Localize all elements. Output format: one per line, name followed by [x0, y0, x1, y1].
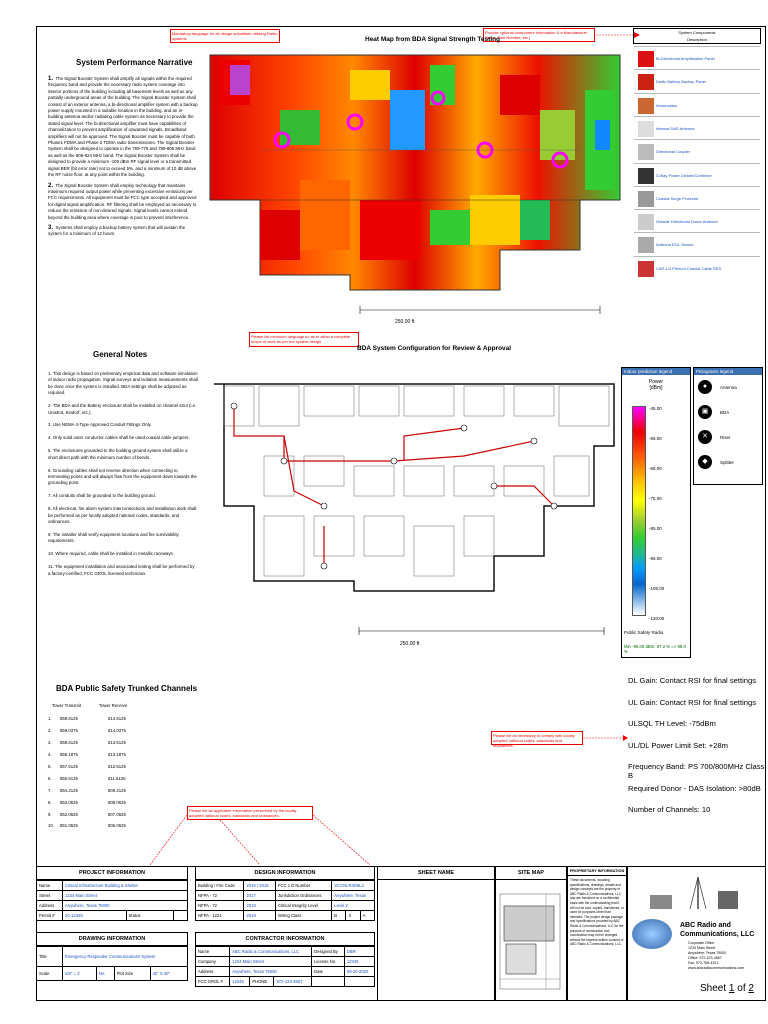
spec-item: ULSQL TH Level: -75dBm	[628, 719, 716, 728]
component-item	[634, 232, 760, 257]
pictogram-item: ◆ Splitter	[698, 455, 734, 469]
heatmap-scale: 250.00 ft	[395, 319, 415, 325]
fcc-grol-value: 12345	[230, 977, 250, 987]
designed-value: DBR	[344, 947, 374, 957]
general-note: 1. This design is based on preliminary empirical data and software simulation of indoor radio propagation. Signal surveys and isolation measurements shall be done once the system is installed. BDA settings shall be adjusted as required.	[48, 371, 198, 396]
site-map-drawing	[496, 884, 566, 994]
component-item	[634, 163, 760, 188]
pictogram-legend-title: Pictograms legend	[694, 368, 762, 375]
component-icon	[638, 98, 654, 114]
component-item	[634, 116, 760, 141]
note-specs: Please list as necessary to comply with locally adopted national codes, standards and ordinances.	[491, 731, 583, 745]
component-icon	[638, 191, 654, 207]
splitter-icon: ◆	[698, 455, 712, 469]
drawing-header: DRAWING INFORMATION	[36, 932, 188, 946]
wc-a: A	[360, 911, 374, 921]
general-note: 2. The BDA and the Battery enclosure shall be installed on channel strut (i.e. Unistrut, Kindorf, etc.).	[48, 403, 197, 415]
component-item	[634, 46, 760, 71]
spec-item: UL/DL Power Limit Set: +28m	[628, 740, 728, 750]
component-item	[634, 256, 760, 281]
component-item	[634, 139, 760, 164]
company-contact: Corporate Office 1234 Main Street Anywhere, Texas 75000 Office: 972-123-4567 Fax: 972-765-4321 www.abcradiocommunications.com	[688, 941, 745, 970]
component-item	[634, 69, 760, 94]
note-mandatory: Mandatory language for all design submittals utilizing Radio systems	[170, 29, 280, 43]
plot-label: Plot Size	[114, 967, 150, 981]
channels-col2: Tower Receive	[99, 703, 128, 708]
nfpa72b-value: 2019	[244, 901, 275, 911]
plot-value: 42" X 30"	[150, 967, 187, 981]
general-notes-title: General Notes	[93, 350, 148, 359]
contractor-name-value: ABC Radio & Communications, LLC	[230, 947, 312, 957]
component-icon	[638, 168, 654, 184]
components-header: System Components Description	[633, 28, 761, 44]
prediction-stat: Min -95.00 dBm: 97.2 % => 99.0 %	[624, 644, 686, 654]
heatmap-floorplan	[200, 50, 625, 335]
note-optional: Provide optional component information & a Manufacturer Name, Part Number, etc.)	[483, 28, 595, 42]
general-note: 7. All conduits shall be grounded to the building ground.	[48, 493, 156, 499]
general-note: 4. Only solid outer conductor cables shall be used coaxial cable jumpers.	[48, 435, 190, 441]
site-map-box	[495, 866, 567, 1001]
jur-label: Jurisdiction Ordinances	[275, 891, 331, 901]
site-map-header: SITE MAP	[496, 867, 566, 880]
general-note: 6. Grounding cables shall not reverse direction when connecting to terminating points and will always flow from the equipment down towards the grounding point.	[48, 467, 197, 486]
general-note: 3. Use NEMA 4-Type Approved Conduit Fittings Only.	[48, 422, 152, 428]
power-tick: -85.00	[649, 526, 662, 531]
channel-row: 3. 858.6125 813.6125	[48, 740, 126, 746]
component-item	[634, 93, 760, 118]
company-label: Company	[196, 957, 230, 967]
component-label: Outside Directional Donor Antenna	[656, 219, 718, 225]
proprietary-box	[567, 866, 627, 1001]
riser-icon: ✕	[698, 430, 712, 444]
channels-col1: Tower Transmit	[52, 703, 82, 708]
wc-b: B	[332, 911, 346, 921]
general-note: 11. The equipment installation and associated testing shall be performed by a factory-certified, FCC GROL licensed technician.	[48, 564, 195, 576]
title-label: Title	[37, 947, 63, 967]
bda-icon: ▣	[698, 405, 712, 419]
prediction-legend	[621, 367, 691, 658]
component-label: Antenna EOL Sensor	[656, 242, 694, 248]
component-icon	[638, 261, 654, 277]
wc-label: Wiring Class	[275, 911, 331, 921]
component-label: 3-Way Power Divider/Combiner	[656, 172, 712, 178]
caddr-value: Anywhere, Texas 75000	[230, 967, 312, 977]
nfpa1221-label: NFPA - 1221	[196, 911, 244, 921]
component-label: Bi-Directional Amplification Panel	[656, 56, 715, 61]
channel-row: 8. 853.0625 808.0625	[48, 799, 126, 805]
date-label: Date	[312, 967, 345, 977]
general-note: 10. Where required, cable shall be installed in metallic raceways.	[48, 551, 174, 557]
component-icon	[638, 237, 654, 253]
spec-item: DL Gain: Contact RSI for final settings	[628, 676, 757, 685]
power-unit: [dBm]	[649, 385, 663, 391]
sheet-name-box	[377, 866, 495, 1001]
component-item	[634, 209, 760, 234]
component-icon	[638, 214, 654, 230]
company-logo-icon	[638, 873, 748, 913]
pictogram-item: ▣ BDA	[698, 405, 729, 419]
component-label: Directional Coupler	[656, 149, 691, 155]
heatmap-title: Heat Map from BDA Signal Strength Testing	[365, 36, 501, 43]
power-tick: -45.00	[649, 406, 662, 411]
power-tick: -65.00	[649, 466, 662, 471]
note-channels: Please list all applicable information prescribed by the locally adopted national codes, standards and ordinances.	[187, 806, 313, 820]
component-icon	[638, 51, 654, 67]
power-color-bar	[632, 406, 646, 616]
permit-label: Permit #	[37, 911, 63, 921]
status-label: Status	[126, 911, 173, 921]
component-label: Dedic Battery Backup Panel	[656, 79, 706, 85]
channel-row: 9. 852.0625 807.0625	[48, 811, 126, 817]
component-icon	[638, 74, 654, 90]
component-label: Internal DAS Antenna	[656, 125, 695, 131]
pictogram-item: ✕ Riser	[698, 430, 731, 444]
component-label: CAP-1/4 Plenum Coaxial Cable RED	[656, 265, 722, 271]
config-scale: 250.00 ft	[400, 641, 420, 647]
leader-line-specs	[583, 733, 628, 743]
spec-item: Number of Channels: 10	[628, 805, 711, 814]
power-label: Power	[648, 379, 664, 385]
jur-value: Anywhere, Texas	[332, 891, 375, 901]
street-label: Street	[37, 891, 63, 901]
sheet-name-header: SHEET NAME	[378, 867, 494, 880]
prediction-legend-title: Indoor prediction legend	[622, 368, 690, 375]
general-note: 9. The installer shall verify equipment locations and fire survivability requirements.	[48, 531, 179, 544]
sheet-number: Sheet 1 of 2	[700, 983, 754, 994]
scale-value: 1/8" = 1'	[63, 967, 97, 981]
contractor-name-label: Name	[196, 947, 230, 957]
name-label: Name	[37, 881, 63, 891]
drawing-table	[36, 946, 188, 981]
channel-row: 4. 858.1875 813.1875	[48, 752, 126, 758]
phone-value: 972-123-4567	[274, 977, 312, 987]
license-value: 12345	[344, 957, 374, 967]
caddr-label: Address	[196, 967, 230, 977]
contractor-table	[195, 946, 375, 987]
nfpa72-value: 2017	[244, 891, 275, 901]
license-label: License No.	[312, 957, 345, 967]
proprietary-text: These documents, including specifications, drawings, details and design concepts are the property of ABC Radio & Communications, LLC and are furnished on a confidential basis with the understanding that it will not be sold, copied, transferred, or used for purposes other than intended. The project design package and specifications provided by ABC Radio & Communications, LLC for the purpose of construction and coordination may not be changed without the express written consent of ABC Radio & Communications, LLC.	[570, 878, 624, 947]
globe-icon	[632, 919, 672, 949]
proprietary-header: PROPRIETARY INFORMATION	[568, 867, 626, 876]
power-tick: -120.00	[649, 616, 665, 621]
street-value: 1234 Main Street	[63, 891, 188, 901]
title-value: Emergency Responder Communications System	[63, 947, 188, 967]
phone-label: PHONE	[250, 977, 274, 987]
spec-item: Required Donor - DAS Isolation: >80dB	[628, 783, 761, 793]
project-header: PROJECT INFORMATION	[36, 866, 188, 880]
company-box	[627, 866, 766, 1001]
nfpa1221-value: 2019	[244, 911, 275, 921]
nfpa72b-label: NFPA - 72	[196, 901, 244, 911]
config-floorplan	[204, 356, 624, 656]
power-tick: -95.00	[649, 556, 662, 561]
channel-row: 5. 857.6125 812.6125	[48, 764, 126, 769]
general-note: 5. The enclosures grounded to the building ground system shall utilize a short direct path with the minimum number of bends.	[48, 448, 188, 460]
pictogram-item: ● Antenna	[698, 380, 737, 394]
prediction-footer: Public Safety Radio	[624, 630, 664, 635]
cil-label: Critical Integrity Level	[275, 901, 331, 911]
company-name: ABC Radio and Communications, LLC	[680, 922, 755, 938]
channels-title: BDA Public Safety Trunked Channels	[56, 684, 198, 693]
wc-x: X	[346, 911, 360, 921]
fcc-grol-label: FCC GROL #	[196, 977, 230, 987]
date-value: 08-20-2020	[344, 967, 374, 977]
general-notes-list	[48, 371, 198, 583]
permit-value: 20-12345	[63, 911, 127, 921]
component-item	[634, 186, 760, 211]
project-table	[36, 880, 188, 921]
scale-na: NA	[96, 967, 114, 981]
bfc-value: 2015 / 2015	[244, 881, 275, 891]
channel-row: 7. 854.2125 809.2125	[48, 787, 126, 793]
address-label: Address	[37, 901, 63, 911]
channel-row: 10. 851.0625 806.0625	[48, 823, 126, 829]
general-note: 8. All electrical, fire alarm system interconnections and installation work shall be performed as per locally adopted national codes, standards, and ordinances.	[48, 506, 197, 524]
component-icon	[638, 121, 654, 137]
bfc-label: Building / Fire Code	[196, 881, 244, 891]
component-icon	[638, 144, 654, 160]
pictogram-legend	[693, 367, 763, 485]
fcc-label: FCC 1 D Number	[275, 881, 331, 891]
name-value: Critical Infrastructure Building & Shelter	[63, 881, 188, 891]
component-label: Coaxial Surge Protector	[656, 195, 699, 201]
power-tick: -55.00	[649, 436, 662, 441]
channel-row: 2. 859.0375 814.0375	[48, 728, 126, 734]
nfpa72-label: NFPA - 72	[196, 891, 244, 901]
power-tick: -105.00	[649, 586, 665, 591]
design-table	[195, 880, 375, 921]
contractor-header: CONTRACTOR INFORMATION	[195, 932, 375, 946]
company-value: 1234 Main Street	[230, 957, 312, 967]
spec-item: Frequency Band: PS 700/800MHz Class B	[628, 762, 765, 780]
design-header: DESIGN INFORMATION	[195, 866, 375, 880]
channel-row: 6. 856.6125 811.6125	[48, 775, 126, 781]
scale-label: Scale	[37, 967, 63, 981]
note-scope: Please list minimum language so as to allow a complete scope of work as per the system design	[249, 332, 359, 347]
address-value: Anywhere, Texas 75000	[63, 901, 188, 911]
fcc-value: SCCNLR3D9L2	[332, 881, 375, 891]
cil-value: Level 2	[332, 901, 375, 911]
config-title: BDA System Configuration for Review & Approval	[357, 345, 512, 352]
antenna-icon: ●	[698, 380, 712, 394]
power-tick: -75.00	[649, 496, 662, 501]
designed-label: Designed By	[312, 947, 345, 957]
leader-lines-mid	[140, 810, 380, 872]
narrative-body: 1. The Signal Booster System shall amplify all signals within the required frequency band and provide the necessary radio system coverage into interior portions of the building including all basement levels as well as any partially underground areas of the building. The Signal Booster System shall consist of an exterior antenna, a bi-directional amplifier system with a backup power supply mounted in a suitable location in the building, and an in-building antenna and/or radiating cable system as necessary to provide the stated signal level. The bi-directional amplifier must have capabilities of channelization to prevent amplification of unwanted signals. Broadband amplifiers will not be approved. The Signal Booster must be capable of both Phase1 FDMA and Phase 2 TDMA radio transmissions. The Signal Booster System shall be designed to operate in the 769-775 and 799-805 MHz band as well as the 806-824 MHz band. The Signal Booster System shall be designed to provide a minimum -100 dBm RF signal level or a transmitted signal BER (bit error rate) not to exceed 5%, and a minimum of 10 dB above the RF noise floor, at any point within the building. 2. The Signal Booster System shall employ technology that maintains maximum required output power while preventing excessive emissions per FCC requirements. All equipment must be FCC type accepted and approved for digital signal amplification. RF filtering shall be employed as necessary to reduce the emission of non-desired signals. Signal levels cannot extend beyond the building area where coverage is poor to prevent interference. 3. Systems shall employ a backup battery system that will sustain the system for a minimum of 12 hours.	[48, 76, 198, 237]
spec-item: UL Gain: Contact RSI for final settings	[628, 697, 757, 707]
narrative-title: System Performance Narrative	[76, 58, 193, 67]
component-label: Annunciator	[656, 102, 678, 108]
channel-row: 1. 859.6125 814.6125	[48, 716, 126, 722]
